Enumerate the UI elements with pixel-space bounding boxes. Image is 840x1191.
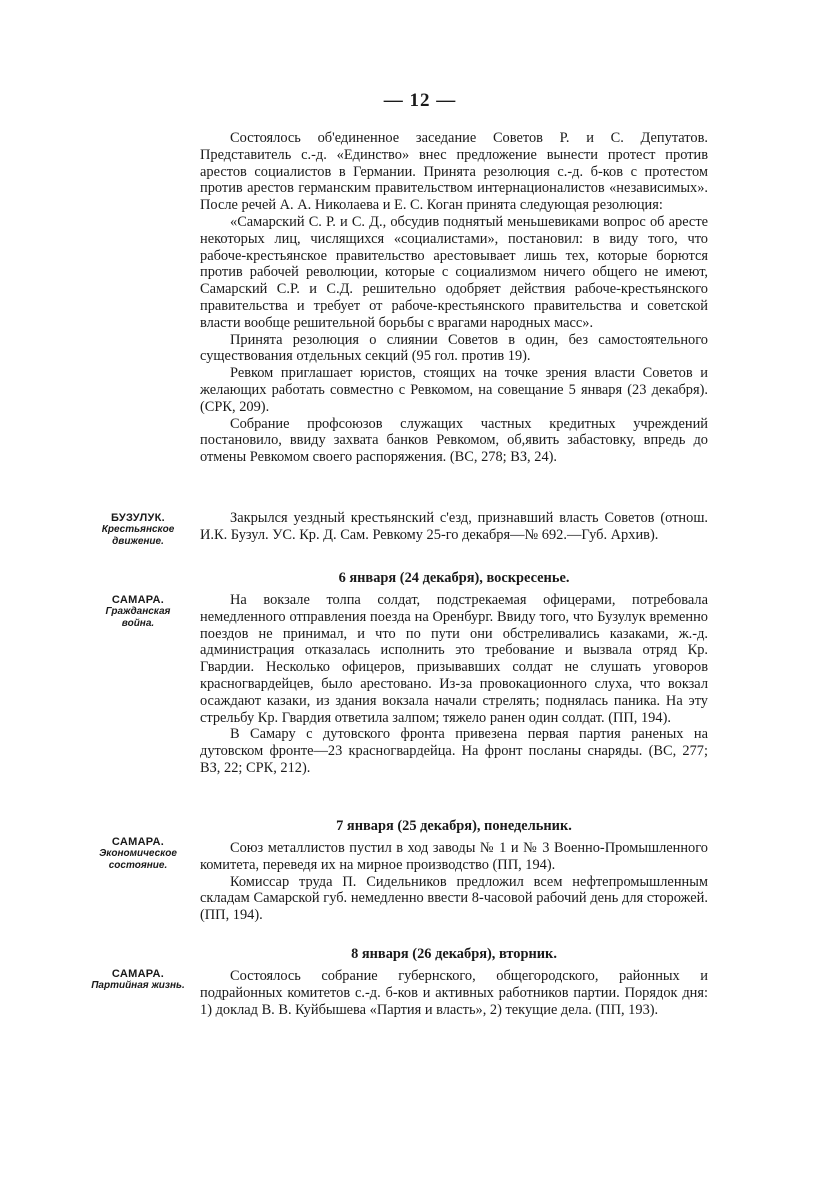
sidenote-city: БУЗУЛУК.: [110, 512, 166, 524]
sidenote-topic: Гражданская война.: [105, 606, 171, 629]
sidenote-city: САМАРА.: [111, 594, 165, 606]
section-council-meeting: [200, 130, 708, 466]
section-jan-8-body: [200, 968, 708, 1018]
paragraph: Закрылся уездный крестьянский с'езд, признавший власть Советов (отнош. И.К. Бузул. УС. Кр. Д. Сам. Ревкому 25-го декабря—№ 692.—Губ. Архив).: [200, 510, 708, 543]
sidenote-samara-civil-war: [88, 594, 188, 630]
sidenote-samara-economy: [88, 836, 188, 872]
section-jan-6: [200, 570, 708, 587]
sidenote-city: САМАРА.: [111, 836, 165, 848]
sidenote-buzuluk: [88, 512, 188, 548]
paragraph: На вокзале толпа солдат, подстрекаемая офицерами, потребовала немедленного отправления поезда на Оренбург. Ввиду того, что Бузулук временно поездов не принимал, и что по пути они обстреливались казаками, ж.-д. администрация отказалась исполнить это требование и вызвала отряд Кр. Гвардии. Несколько офицеров, призывавших солдат не слушать уговоров красногвардейцев, было арестовано. Из-за провокационного слуха, что вокзал осаждают казаки, из здания вокзала начали стрелять; поднялась паника. На эту стрельбу Кр. Гвардия ответила залпом; тяжело ранен один солдат. (ПП, 194).: [200, 592, 708, 726]
paragraph: Состоялось собрание губернского, общегородского, районных и подрайонных комитетов с.-д. б-ков и активных работников партии. Порядок дня: 1) доклад В. В. Куйбышева «Партия и власть», 2) текущие дела. (ПП, 193).: [200, 968, 708, 1018]
sidenote-topic: Экономическое состояние.: [99, 848, 177, 871]
page-number: — 12 —: [383, 90, 457, 111]
section-jan-8: [200, 946, 708, 963]
section-buzuluk: [200, 510, 708, 544]
section-jan-6-body: [200, 592, 708, 777]
paragraph: Комиссар труда П. Сидельников предложил всем нефтепромышленным складам Самарской губ. немедленно ввести 8-часовой рабочий день для сторожей. (ПП, 194).: [200, 873, 708, 924]
paragraph: Собрание профсоюзов служащих частных кредитных учреждений постановило, ввиду захвата банков Ревкомом, об,явить забастовку, впредь до отмены Ревкомом своего распоряжения. (ВС, 278; ВЗ, 24).: [200, 415, 708, 466]
sidenote-city: САМАРА.: [111, 968, 165, 980]
paragraph: В Самару с дутовского фронта привезена первая партия раненых на дутовском фронте—23 красногвардейца. На фронт посланы снаряды. (ВС, 277; ВЗ, 22; СРК, 212).: [200, 726, 708, 776]
paragraph: Состоялось об'единенное заседание Советов Р. и С. Депутатов. Представитель с.-д. «Единство» внес предложение вынести протест против арестов социалистов в Германии. Принята резолюция с.-д. б-ков с протестом против арестов германским правительством интернационалистов «независимых». После речей А. А. Николаева и Е. С. Коган принята следующая резолюция:: [200, 130, 708, 214]
resolution-quote: «Самарский С. Р. и С. Д., обсудив поднятый меньшевиками вопрос об аресте некоторых лиц, числящихся «социалистами», постановил: в виду того, что рабоче-крестьянское правительство арестовывает лишь тех, которые борются против рабочей революции, которые с социализмом ничего общего не имеют, Самарский С.Р. и С.Д. решительно одобряет действия рабоче-крестьянского правительства и требует от рабоче-крестьянского правительства и советской власти вообще решительной борьбы с врагами народных масс».: [200, 213, 708, 331]
sidenote-topic: Партийная жизнь.: [91, 980, 185, 991]
sidenote-samara-party: [88, 968, 188, 992]
date-heading: 7 января (25 декабря), понедельник.: [336, 818, 572, 834]
paragraph: Союз металлистов пустил в ход заводы № 1 и № 3 Военно-Промышленного комитета, переведя их на мирное производство (ПП, 194).: [200, 840, 708, 873]
sidenote-topic: Крестьянское движение.: [101, 524, 175, 547]
section-jan-7-body: [200, 840, 708, 924]
date-heading: 6 января (24 декабря), воскресенье.: [338, 570, 570, 586]
paragraph: Ревком приглашает юристов, стоящих на точке зрения власти Советов и желающих работать совместно с Ревкомом, на совещание 5 января (23 декабря). (СРК, 209).: [200, 365, 708, 415]
paragraph: Принята резолюция о слиянии Советов в один, без самостоятельного существования отдельных секций (95 гол. против 19).: [200, 331, 708, 365]
date-heading: 8 января (26 декабря), вторник.: [351, 946, 557, 962]
section-jan-7: [200, 818, 708, 835]
